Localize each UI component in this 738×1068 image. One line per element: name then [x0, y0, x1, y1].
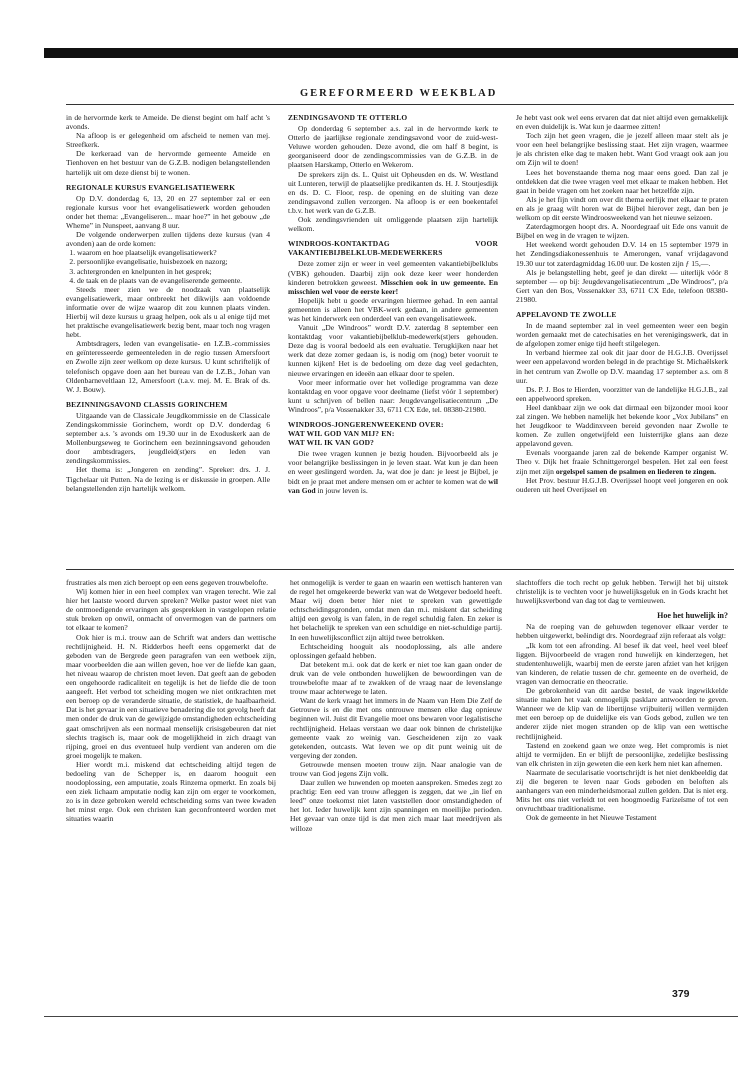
bottom-column-1: [66, 578, 276, 986]
paragraph: De kerkeraad van de hervormde gemeente Ameide en Tienhoven en het bestuur van de G.Z.B. nodigen belangstellenden hartelijk uit om deze dienst bij te wonen.: [66, 149, 270, 177]
text-run: Die twee vragen kunnen je bezig houden. Bijvoorbeeld als je voor belangrijke beslissingen in je leven staat. Wat kun je dan heen en weer geslingerd worden. Ja, wat doe je dan: je leest je Bijbel, je bidt en je praat met andere mensen om er achter te komen wat de: [288, 449, 498, 486]
paragraph: het onmogelijk is verder te gaan en waarin een wettisch hanteren van de regel het omgekeerde bewerkt van wat de Wetgever bedoeld heeft. Maar wij doen beter hier niet te spreken van gewettigde echtscheidingsgronden, omdat men dan m.i. miskent dat scheiding altijd een gevolg is van falen, in de regel schuldig falen. En zeker is het belachelijk te spreken van een schuldige en niet-schuldige partij. In een huwelijksconflict zijn altijd twee betrokken.: [290, 578, 502, 642]
paragraph: Het weekend wordt gehouden D.V. 14 en 15 september 1979 in het Zendingsdiakonessenhuis te Amerongen, vanaf vrijdagavond 19.30 uur tot zaterdagmiddag 16.00 uur. De kosten zijn ƒ 15,—.: [516, 240, 728, 268]
paragraph: Want de kerk vraagt het immers in de Naam van Hem Die Zelf de Getrouwe is en die met ons ontrouwe mensen elke dag opnieuw beginnen wil. Juist dit Evangelie moet ons bewaren voor legalistische rechtlijnigheid. Helaas verstaan we daar ook binnen de christelijke gemeente vaak zo weinig van. Gescheidenen zijn zo vaak getekenden, outcasts. Wat leven we op dit punt weinig uit de vergeving der zonden.: [290, 696, 502, 760]
section-heading-bezinning: BEZINNINGSAVOND CLASSIS GORINCHEM: [66, 399, 228, 409]
page-header-title: GEREFORMEERD WEEKBLAD: [300, 88, 498, 99]
section-heading-otterlo: ZENDINGSAVOND TE OTTERLO: [288, 113, 408, 122]
bottom-column-3: [516, 578, 728, 986]
paragraph: Je hebt vast ook wel eens ervaren dat dat niet altijd even gemakkelijk en even duidelijk is. Wat kun je daarmee zitten!: [516, 113, 728, 132]
top-column-2: [288, 113, 498, 565]
footer-rule: [44, 1016, 738, 1017]
paragraph: Heel dankbaar zijn we ook dat dirmaal een bijzonder mooi koor zal zingen. We hebben namelijk het bekende koor „Vox Jubilans” en het Jeugdkoor te Waddinxveen bereid gevonden naar Zwolle te komen. Ze zullen ongetwijfeld een luisterrijke glans aan deze appelavond geven.: [516, 402, 728, 449]
paragraph: In verband hiermee zal ook dit jaar door de H.G.J.B. Overijssel weer een appelavond worden belegd in de prachtige St. Michaëlskerk in het centrum van Zwolle op D.V. maandag 17 september a.s. om 8 uur.: [516, 348, 728, 385]
paragraph: Wij komen hier in een heel complex van vragen terecht. Wie zal hier het laatste woord durven spreken? Welke pastor weet niet van de ontmoedigende ervaringen als gesprekken in vastgelopen relatie stuk breken op onwil, onmacht of onvermogen van de partners om tot elkaar te komen?: [66, 587, 276, 633]
paragraph: [288, 449, 498, 494]
paragraph: Het thema is: „Jongeren en zending”. Spreker: drs. J. J. Tigchelaar uit Putten. Na de lezing is er diskussie in groepen. Alle belangstellenden zijn hartelijk welkom.: [66, 465, 270, 493]
paragraph: De volgende onderwerpen zullen tijdens deze kursus (van 4 avonden) aan de orde komen:: [66, 230, 270, 249]
paragraph: Na de roeping van de gehuwden tegenover elkaar verder te hebben uitgewerkt, beëindigt drs. Noordegraaf zijn referaat als volgt:: [516, 622, 728, 641]
paragraph: Op D.V. donderdag 6, 13, 20 en 27 september zal er een regionale kursus voor het evangelisatiewerk worden gehouden onder het thema: „Evangeliseren... maar hoe?” in het gebouw „de Wheme” in Nunspeet, aanvang 8 uur.: [66, 193, 270, 231]
paragraph: Tastend en zoekend gaan we onze weg. Het compromis is niet altijd te vermijden. En er blijft de persoonlijke, zedelijke beslissing van elk christen in zijn geweten die een kerk hem niet kan afnemen.: [516, 740, 728, 768]
paragraph: Naarmate de secularisatie voortschrijdt is het niet denkbeeldig dat zij die begeren te leven naar Gods geboden en beloften als aanhangers van een minderheidsmoraal zullen gelden. Dat is niet erg. Mits het ons niet verleidt tot een hoogmoedig Farizeïsme of tot een onvruchtbaar traditionalisme.: [516, 767, 728, 814]
section-heading-kursus: REGIONALE KURSUS EVANGELISATIEWERK: [66, 182, 236, 192]
paragraph: Daar zullen we huwenden op moeten aanspreken. Smedes zegt zo prachtig: Een eed van trouw afleggen is zeggen, dat we „in lief en leed” onze toekomst niet laten vaststellen door omstandigheden of het lot. Ieder huwelijk kent zijn spanningen en moeilijke perioden. Het gevaar van onze tijd is dat men zich maar laat meedrijven als willoze: [290, 778, 502, 833]
paragraph: Als je het fijn vindt om over dit thema eerlijk met elkaar te praten en als je graag wilt horen wat de Bijbel hierover zegt, dan ben je welkom op dit eerste Windroosweekend van het nieuwe seizoen.: [516, 194, 728, 223]
section-divider-rule: [66, 569, 734, 570]
paragraph: Ambtsdragers, leden van evangelisatie- en I.Z.B.-commissies en geïnteresseerde gemeenteleden in de regio tussen Amersfoort en Zwolle zijn zeer welkom op deze kursus. U kunt schriftelijk of telefonisch opgave doen aan het bureau van de I.Z.B., Johan van Oldenbarneveltlaan 12, Amersfoort (t.a.v. mej. M. E. Brak of ds. W. J. Bouw).: [66, 339, 270, 394]
paragraph: „Ik kom tot een afronding. Al besef ik dat veel, heel veel bleef liggen. Bijvoorbeeld de vragen rond huwelijk en kinderzegen, het studentenhuwelijk, waarbij men de eerste jaren afziet van het krijgen van kinderen, de relatie tussen de chr. gemeente en de overheid, de vragen van democratie en theocratie.: [516, 640, 728, 686]
text-run: in jouw leven is.: [315, 485, 368, 495]
paragraph: [516, 448, 728, 475]
section-heading-jongeren-2: WAT WIL GOD VAN MIJ? EN:: [288, 429, 395, 439]
section-heading-vbk: WINDROOS-KONTAKTDAG VOOR VAKANTIEBIJBELKLUB-MEDEWERKERS: [288, 239, 498, 258]
bold-text: Misschien ook in uw gemeente. En misschien wel voor de eerste keer!: [288, 277, 498, 296]
paragraph: Getrouwde mensen moeten trouw zijn. Naar analogie van de trouw van God jegens Zijn volk.: [290, 759, 502, 778]
paragraph: Als je belangstelling hebt, geef je dan direkt — uiterlijk vóór 8 september — op bij: Jeugdevangelisatiecentrum „De Windroos”, p/a Gert van den Bos, Vossenakker 33, 6711 CX Ede, telefoon 08380-21980.: [516, 267, 728, 304]
bottom-column-2: [290, 578, 502, 986]
paragraph: Hopelijk hebt u goede ervaringen hiermee gehad. In een aantal gemeenten is alleen het VBK-werk gedaan, in andere gemeenten was het kinderwerk een onderdeel van een evangelisatieweek.: [288, 295, 498, 323]
paragraph: Ook zendingsvrienden uit omliggende plaatsen zijn hartelijk welkom.: [288, 215, 498, 234]
header-rule: [66, 104, 734, 105]
subheading-huwelijk: Hoe het huwelijk in?: [657, 611, 728, 621]
section-heading-jongeren: WINDROOS-JONGERENWEEKEND OVER:: [288, 420, 444, 429]
paragraph: In de maand september zal in veel gemeenten weer een begin worden gemaakt met de catechisaties en het verenigingswerk, dat in de afgelopen zomer enige tijd heeft stilgelegen.: [516, 321, 728, 349]
bold-text: wil van God: [288, 476, 498, 495]
paragraph: Op donderdag 6 september a.s. zal in de hervormde kerk te Otterlo de jaarlijkse regionale zendingsavond voor de zuid-west-Veluwe worden gehouden. Deze avond, die om half 8 begint, is georganiseerd door de zendingscommissies van de G.Z.B. in de plaatsen Harskamp, Otterlo en Wekerom.: [288, 124, 498, 170]
paragraph: Vanuit „De Windroos” wordt D.V. zaterdag 8 september een kontaktdag voor vakantiebijbelklub-medewerk(st)ers gehouden. Deze dag is vooral bedoeld als een evaluatie. Terugkijken naar het werk dat deze zomer gedaan is, is nodig om (nog) beter vooruit te kunnen kijken! Het is de bedoeling om deze dag veel gedachten, nieuwe ervaringen en ideeën aan elkaar door te spelen.: [288, 323, 498, 378]
paragraph: De sprekers zijn ds. L. Quist uit Opheusden en ds. W. Westland uit Lunteren, terwijl de plaatselijke predikanten ds. H. J. Stoutjesdijk en ds. D. C. Floor, resp. de opening en de sluiting van deze zendingsavond zullen verzorgen. Na afloop is er een boekentafel t.b.v. het werk van de G.Z.B.: [288, 169, 498, 215]
paragraph: Het Prov. bestuur H.G.J.B. Overijssel hoopt veel jongeren en ook ouderen uit heel Overijssel en: [516, 475, 728, 494]
paragraph: frustraties als men zich beroept op een eens gegeven trouwbelofte.: [66, 578, 268, 587]
paragraph: Steeds meer zien we de noodzaak van plaatselijk evangelisatiewerk, maar ontbreekt het dikwijls aan voldoende informatie over de wijze waarop dit zou kunnen plaats vinden. Hierbij wil deze kursus u graag helpen, ook als u al enige tijd met het praktische evangelisatiewerk bezig bent, maar toch nog vragen hebt.: [66, 284, 270, 340]
paragraph: Hier wordt m.i. miskend dat echtscheiding altijd tegen de bedoeling van de Schepper is, en daarom hooguit een noodoplossing, een amputatie, zoals Rinzema opmerkt. En zoals bij een ziek lichaam amputatie nodig kan zijn om erger te voorkomen, zo is in deze gebroken wereld echtscheiding soms van twee kwaden het minst erge. Ook een christen kan geconfronteerd worden met situaties waarin: [66, 759, 276, 824]
list-item: 2. persoonlijke evangelisatie, huisbezoek en nazorg;: [77, 257, 270, 266]
paragraph: in de hervormde kerk te Ameide. De dienst begint om half acht 's avonds.: [66, 113, 270, 132]
paragraph: Echtscheiding hooguit als noodoplossing, als alle andere oplossingen gefaald hebben.: [290, 641, 502, 660]
paragraph: Uitgaande van de Classicale Jeugdkommissie en de Classicale Zendingskommissie Gorinchem, wordt op D.V. donderdag 6 september a.s. 's avonds om 19.30 uur in de Exoduskerk aan de Mollenburgseweg te Gorinchem een bezinningsavond gehouden door ambtsdragers, jeugdleid(st)ers en leden van zendingskommissies.: [66, 410, 270, 466]
paragraph: Zaterdagmorgen hoopt drs. A. Noordegraaf uit Ede ons vanuit de Bijbel en weg in de vragen te wijzen.: [516, 222, 728, 241]
paragraph: De gebrokenheid van dit aardse bestel, de vaak ingewikkelde situatie maken het vaak onmogelijk pasklare antwoorden te geven. Wanneer we de klip van de libertijnse vrijbuiterij willen vermijden met een beroep op de duidelijke eis van Gods gebod, zullen we ten anderer zijde niet mogen stranden op de klip van een wettische rechtlijnigheid.: [516, 686, 728, 741]
paragraph: Ook hier is m.i. trouw aan de Schrift wat anders dan wettische rechtlijnigheid. H. N. Ridderbos heeft eens opgemerkt dat de geboden van de Bergrede geen paragrafen van een wetboek zijn, maar voorbeelden die aan willen geven, hoe ver de liefde kan gaan, het niveau waarop de christen moet leven. Dat geeft aan de geboden een ongehoorde radicaliteit en tegelijk is het de liefde die de toon aangeeft. Het verbod tot scheiding mogen we niet ontkrachten met een beroep op de veranderde situatie, de statistiek, de haalbaarheid. Dat is het gevaar in een situatieve benadering die tot gevolg heeft dat men onder de druk van de gewijzigde omstandigheden echtscheiding gaat omschrijven als een normaal menselijk crisisgebeuren dat niet slechts tragisch is, maar ook de mogelijkheid in zich draagt van rijping, groei en dus eventueel hulp verdient van anderen om die groei mogelijk te maken.: [66, 632, 276, 760]
paragraph: Na afloop is er gelegenheid om afscheid te nemen van mej. Streefkerk.: [66, 131, 270, 150]
paragraph: Dat betekent m.i. ook dat de kerk er niet toe kan gaan onder de druk van de vele ontbonden huwelijken de bewoordingen van de trouwbelofte maar af te zwakken of de vraag naar de levenslange trouw maar achterwege te laten.: [290, 659, 502, 697]
page-number: 379: [672, 988, 690, 1000]
paragraph: Voor meer informatie over het volledige programma van deze kontaktdag en voor opgave voor deelname (liefst vóór 1 september) kunt u schrijven of bellen naar: Jeugdevangelisatiecentrum „De Windroos”, p/a Vossenakker 33, 6711 CX Ede, tel. 08380-21980.: [288, 377, 498, 414]
list-item: 1. waarom en hoe plaatselijk evangelisatiewerk?: [77, 248, 270, 257]
section-heading-jongeren-3: WAT WIL IK VAN GOD?: [288, 438, 375, 448]
paragraph: Toch zijn het geen vragen, die je jezelf alleen maar stelt als je voor een heel belangrijke beslissing staat. Het zijn vragen, waarmee je als christen elke dag te maken hebt. Want God vraagt ook aan jou om Zijn wil te doen!: [516, 131, 728, 168]
paragraph: slachtoffers die toch recht op geluk hebben. Terwijl het bij uitstek christelijk is te vechten voor je huwelijksgeluk en in Gods kracht het huwelijksverbond van dag tot dag te vernieuwen.: [516, 578, 728, 606]
paragraph: Lees het bovenstaande thema nog maar eens goed. Dan zal je ontdekken dat die twee vragen veel met elkaar te maken hebben. Het gaat in beide vragen om het zoeken naar het hetzelfde zijn.: [516, 167, 728, 195]
bold-text: orgelspel samen de psalmen en liederen te zingen.: [555, 466, 717, 476]
topic-list: [66, 248, 270, 284]
text-run: Evenals voorgaande jaren zal de bekende Kamper organist W. Theo v. Dijk het fraaie Schnittgerorgel bespelen. Het zal een feest zijn met zijn: [516, 448, 728, 476]
list-item: 4. de taak en de plaats van de evangeliserende gemeente.: [77, 276, 270, 285]
paragraph: Ds. P. J. Bos te Hierden, voorzitter van de landelijke H.G.J.B., zal een appelwoord spreken.: [516, 384, 728, 403]
paragraph: [288, 259, 498, 295]
top-column-1: [66, 113, 270, 565]
section-heading-zwolle: APPELAVOND TE ZWOLLE: [516, 309, 617, 319]
list-item: 3. achtergronden en knelpunten in het gesprek;: [77, 267, 270, 276]
text-run: Deze zomer zijn er weer in veel gemeenten vakantiebijbelklubs (VBK) gehouden. Daarbij zijn ook deze keer weer honderden kinderen betrokken geweest.: [288, 259, 498, 287]
top-column-3: [516, 113, 728, 565]
paragraph: Ook de gemeente in het Nieuwe Testament: [526, 813, 657, 823]
top-black-bar: [44, 48, 738, 58]
